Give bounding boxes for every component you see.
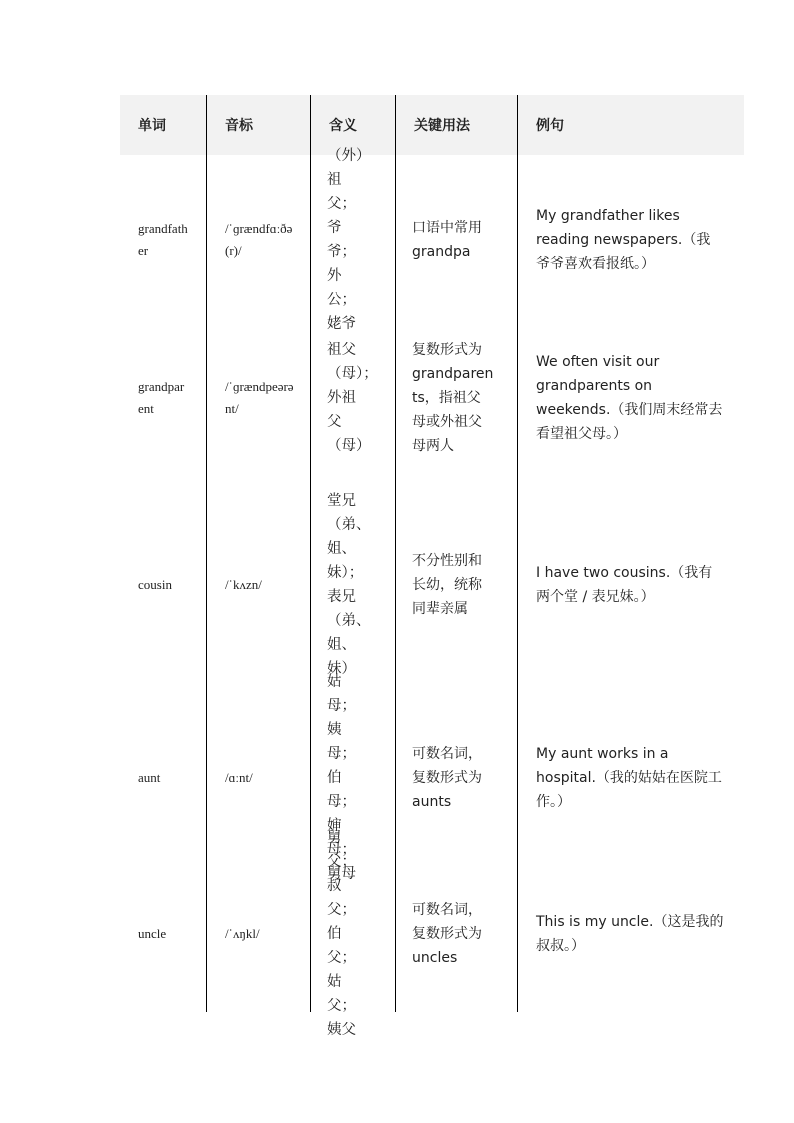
- table-header: [120, 95, 744, 155]
- table-body: [120, 148, 744, 1038]
- meaning-cell: 祖父（母）；外祖父（母）: [327, 341, 378, 454]
- table-row: [120, 829, 744, 1038]
- usage-cell: 口语中常用 grandpa: [412, 220, 482, 260]
- word-cell: aunt: [138, 769, 161, 785]
- header-usage: 关键用法: [395, 95, 517, 155]
- vocabulary-table: [120, 95, 744, 1038]
- usage-cell: 复数形式为 grandparents，指祖父母或外祖父母两人: [412, 341, 494, 454]
- table-row: [120, 470, 744, 700]
- word-cell: grandfather: [138, 221, 188, 258]
- meaning-cell: 舅父；叔父；伯父；姑父；姨父: [327, 829, 356, 1038]
- header-example: 例句: [517, 95, 744, 155]
- phonetic-cell: /ˈɡrændpeərənt/: [225, 378, 294, 416]
- table-row: [120, 148, 744, 332]
- header-meaning: 含义: [310, 95, 395, 155]
- table-row: [120, 673, 744, 882]
- word-cell: uncle: [138, 925, 167, 941]
- example-cell: My aunt works in a hospital.（我的姑姑在医院工作。）: [536, 745, 722, 810]
- word-cell: cousin: [138, 577, 172, 592]
- usage-cell: 可数名词，复数形式为 uncles: [412, 901, 482, 966]
- word-cell: grandparent: [138, 378, 185, 416]
- meaning-cell: 姑母；姨母；伯母；婶母；舅母: [327, 673, 356, 882]
- phonetic-cell: /ˈɡrændfɑːðə(r)/: [225, 221, 293, 258]
- table-row: [120, 325, 744, 470]
- meaning-cell: 堂兄（弟、姐、妹）；表兄（弟、姐、妹）: [327, 493, 371, 677]
- header-word: 单词: [138, 118, 166, 134]
- phonetic-cell: /ˈʌŋkl/: [225, 925, 260, 941]
- example-cell: My grandfather likes reading newspapers.（我爷爷喜欢看报纸。）: [536, 208, 711, 272]
- example-cell: We often visit our grandparents on weekends.（我们周末经常去看望祖父母。）: [536, 353, 723, 442]
- phonetic-cell: /ɑːnt/: [225, 769, 253, 785]
- meaning-cell: （外）祖父；爷爷；外公；姥爷: [327, 148, 364, 332]
- usage-cell: 不分性别和长幼，统称同辈亲属: [412, 553, 482, 617]
- phonetic-cell: /ˈkʌzn/: [225, 577, 262, 592]
- example-cell: I have two cousins.（我有两个堂 / 表兄妹。）: [536, 565, 713, 605]
- usage-cell: 可数名词，复数形式为 aunts: [412, 745, 482, 810]
- header-phonetic: 音标: [206, 95, 310, 155]
- example-cell: This is my uncle.（这是我的叔叔。）: [536, 913, 724, 954]
